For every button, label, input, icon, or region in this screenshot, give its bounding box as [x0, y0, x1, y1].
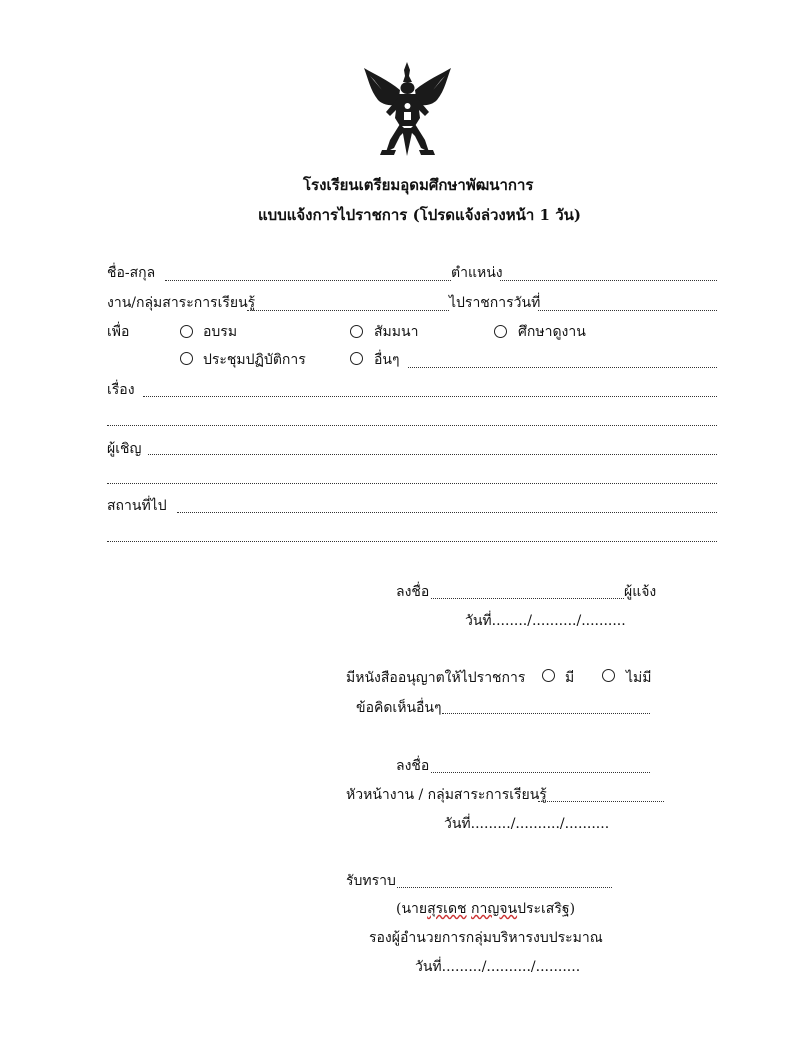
inviter-field[interactable] [148, 452, 717, 455]
head-signature-field[interactable] [431, 770, 650, 773]
seminar-radio[interactable] [350, 325, 363, 338]
department-label: งาน/กลุ่มสาระการเรียนรู้ [107, 295, 256, 311]
head-role: หัวหน้างาน / กลุ่มสาระการเรียนรู้ [346, 787, 547, 803]
inviter-field-line2[interactable] [107, 481, 717, 484]
school-name: โรงเรียนเตรียมอุดมศึกษาพัฒนาการ [303, 176, 534, 194]
form-title: แบบแจ้งการไปราชการ (โปรดแจ้งล่วงหน้า 1 วัน) [258, 206, 581, 224]
permission-no-radio[interactable] [602, 669, 615, 682]
permission-label: มีหนังสืออนุญาตให้ไปราชการ [346, 670, 526, 686]
position-field[interactable] [500, 278, 717, 281]
subject-field[interactable] [143, 394, 717, 397]
acknowledge-label: รับทราบ [346, 873, 396, 889]
comment-label: ข้อคิดเห็นอื่นๆ [356, 700, 442, 716]
other-radio[interactable] [350, 352, 363, 365]
workshop-label: ประชุมปฏิบัติการ [203, 352, 306, 368]
name-field[interactable] [165, 278, 451, 281]
study-visit-label: ศึกษาดูงาน [518, 324, 586, 340]
purpose-label: เพื่อ [107, 324, 130, 340]
reporter-signature-field[interactable] [431, 596, 624, 599]
date-field[interactable] [538, 308, 717, 311]
location-field-line2[interactable] [107, 539, 717, 542]
other-label: อื่นๆ [374, 352, 400, 368]
name-label: ชื่อ-สกุล [107, 265, 156, 281]
workshop-radio[interactable] [180, 352, 193, 365]
head-date: วันที่........./........../.......... [444, 816, 610, 832]
position-label: ตำแหน่ง [451, 265, 503, 281]
location-label: สถานที่ไป [107, 498, 167, 514]
sign-label-head: ลงชื่อ [396, 758, 430, 774]
head-role-field[interactable] [538, 799, 664, 802]
subject-field-line2[interactable] [107, 423, 717, 426]
department-field[interactable] [247, 308, 449, 311]
comment-field[interactable] [442, 711, 650, 714]
inviter-label: ผู้เชิญ [107, 441, 142, 457]
deputy-title: รองผู้อำนวยการกลุ่มบริหารงบประมาณ [369, 930, 603, 946]
deputy-name: (นายสุรเดช กาญจนประเสริฐ) [396, 901, 576, 917]
permission-yes-radio[interactable] [542, 669, 555, 682]
garuda-emblem [360, 60, 455, 158]
reporter-date: วันที่......../........../.......... [465, 613, 626, 629]
study-visit-radio[interactable] [494, 325, 507, 338]
date-label: ไปราชการวันที่ [449, 295, 541, 311]
subject-label: เรื่อง [107, 382, 135, 398]
sign-label-reporter: ลงชื่อ [396, 584, 430, 600]
permission-yes-label: มี [565, 670, 575, 686]
training-label: อบรม [203, 324, 238, 340]
acknowledge-date: วันที่........./........../.......... [415, 959, 581, 975]
permission-no-label: ไม่มี [626, 670, 652, 686]
training-radio[interactable] [180, 325, 193, 338]
other-field[interactable] [408, 365, 717, 368]
reporter-label: ผู้แจ้ง [624, 584, 657, 600]
location-field[interactable] [177, 510, 717, 513]
acknowledge-field[interactable] [397, 885, 612, 888]
seminar-label: สัมมนา [374, 324, 419, 340]
